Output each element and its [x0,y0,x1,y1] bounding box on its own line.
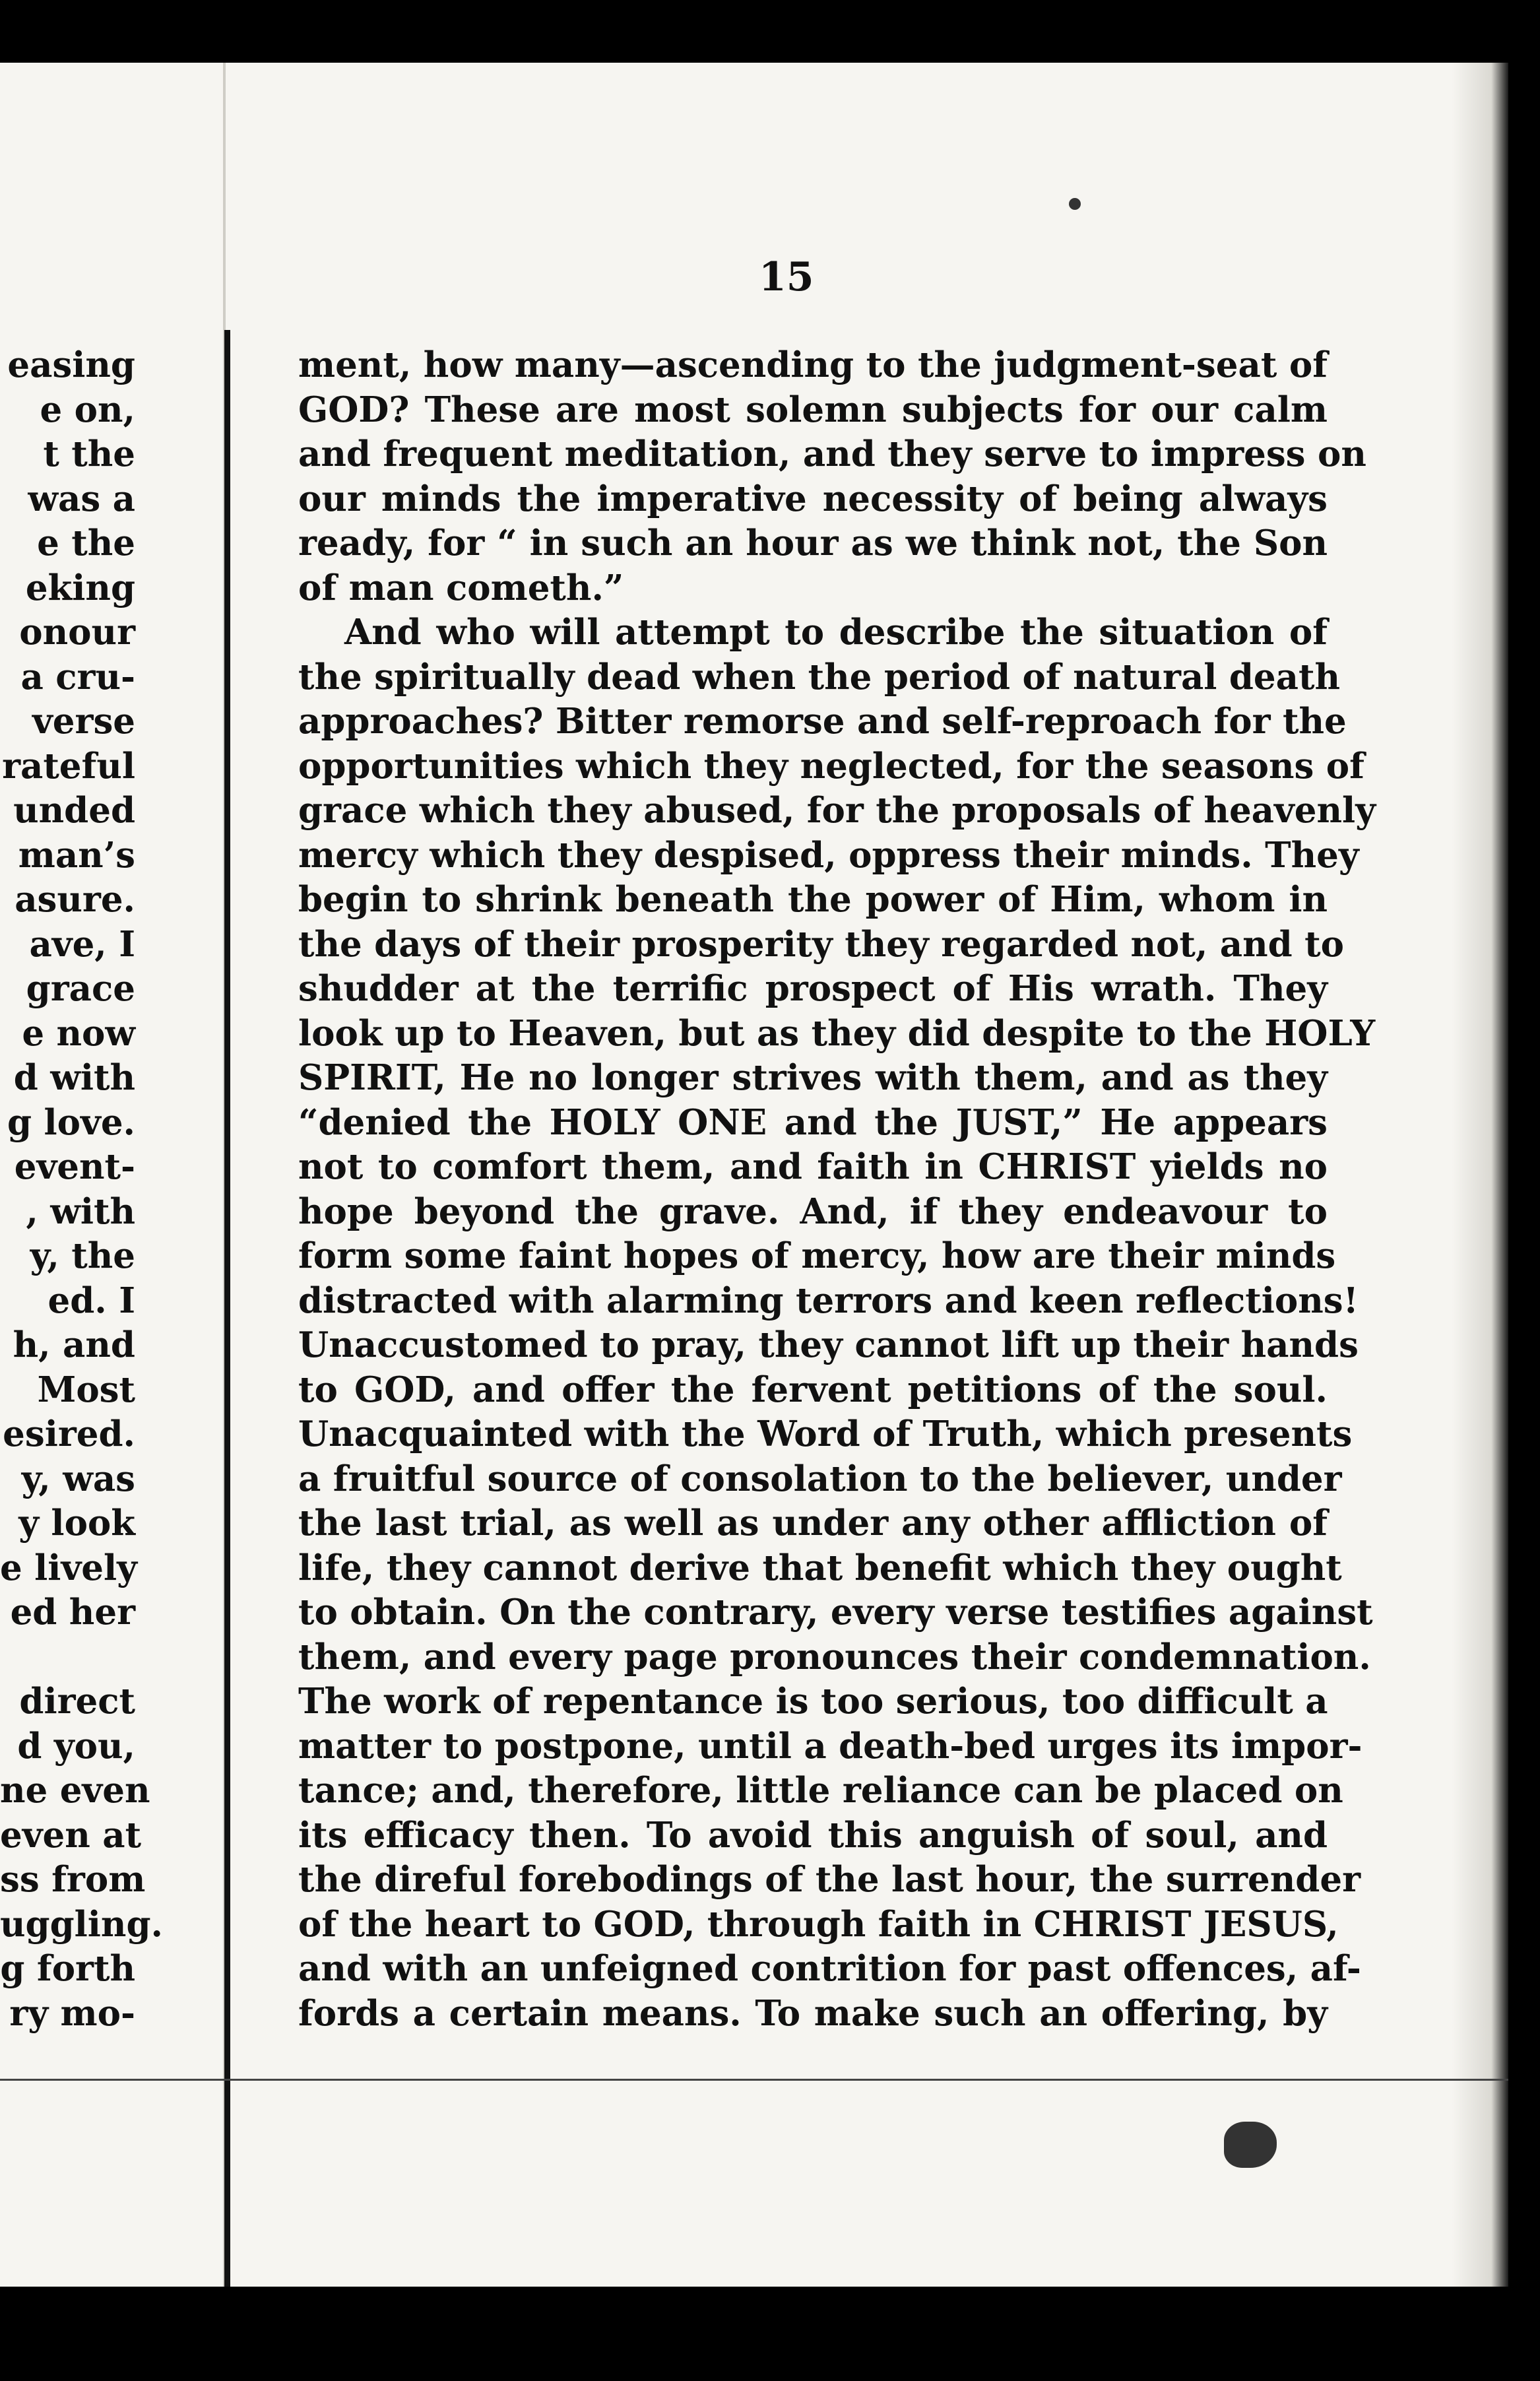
left-fragment-line: d with [13,1057,135,1098]
left-fragment-line: onour [19,612,135,653]
left-fragment-line: h, and [13,1324,135,1365]
body-text-line: And who will attempt to describe the situation of [344,612,1328,653]
left-fragment-line: direct [19,1681,135,1722]
body-text-line: ment, how many—ascending to the judgment-seat of [298,344,1328,385]
body-text-line: form some faint hopes of mercy, how are their minds [298,1235,1336,1276]
left-fragment-line: was a [28,478,135,519]
left-fragment-line: y look [18,1503,135,1544]
left-fragment-line: e the [37,523,135,564]
left-fragment-line: y, the [30,1235,135,1276]
left-fragment-line: g forth [0,1948,135,1989]
page-number: 15 [759,254,814,300]
gutter-mark-lower [224,1571,230,2287]
body-text-line: to GOD, and offer the fervent petitions of the soul. [298,1369,1328,1410]
body-text-line: a fruitful source of consolation to the believer, under [298,1458,1342,1499]
body-text-line: and frequent meditation, and they serve to impress on [298,434,1366,474]
body-text-line: shudder at the terrific prospect of His wrath. They [298,968,1328,1009]
left-fragment-line: eking [25,567,135,608]
body-text-line: life, they cannot derive that benefit which they ought [298,1547,1342,1588]
body-text-line: the days of their prosperity they regarded not, and to [298,923,1344,965]
left-fragment-line: easing [7,344,135,385]
left-fragment-line: ry mo- [9,1992,135,2034]
left-page-text-fragments [0,343,163,2036]
left-fragment-line: esired. [3,1414,135,1454]
left-fragment-line: rateful [2,745,135,787]
body-text-line: our minds the imperative necessity of being always [298,478,1328,519]
left-fragment-line: even at [0,1814,142,1856]
left-fragment-line: unded [13,790,135,831]
ink-blot [1224,2122,1277,2168]
body-text-line: “denied the HOLY ONE and the JUST,” He appears [298,1101,1328,1143]
left-fragment-line: man’s [18,834,135,876]
ink-spot [1069,198,1081,210]
left-fragment-line: uggling. [0,1903,163,1945]
body-text-line: tance; and, therefore, little reliance can be placed on [298,1770,1343,1811]
body-text-line: not to comfort them, and faith in CHRIST yields no [298,1146,1328,1187]
left-fragment-line: y, was [21,1458,135,1499]
left-fragment-line: e now [22,1012,135,1054]
body-text-line: Unaccustomed to pray, they cannot lift up their hands [298,1324,1359,1365]
left-fragment-line: ed. I [48,1280,135,1321]
body-text-line: the last trial, as well as under any other affliction of [298,1503,1328,1544]
bottom-rule [0,2079,1508,2081]
left-fragment-line: a cru- [20,656,135,698]
body-text-line: The work of repentance is too serious, too difficult a [298,1681,1328,1722]
body-text-line: to obtain. On the contrary, every verse testifies against [298,1592,1373,1633]
left-fragment-line: verse [32,701,135,742]
left-fragment-line: ss from [0,1859,146,1900]
left-fragment-line: asure. [15,879,135,920]
left-fragment-line: e lively [0,1547,137,1588]
body-text-line: its efficacy then. To avoid this anguish of soul, and [298,1814,1328,1856]
body-text-line: and with an unfeigned contrition for past offences, af- [298,1948,1361,1989]
left-fragment-line: g love. [7,1101,135,1143]
body-text-line: Unacquainted with the Word of Truth, which presents [298,1414,1353,1454]
body-text-line: mercy which they despised, oppress their minds. They [298,834,1359,876]
left-fragment-line: d you, [17,1725,135,1767]
left-fragment-line: ed her [10,1592,135,1633]
left-fragment-line: , with [26,1190,135,1232]
body-text-line: matter to postpone, until a death-bed urges its impor- [298,1725,1363,1767]
gutter-mark-upper [224,330,230,1755]
body-text [298,343,1376,2036]
body-text-line: of the heart to GOD, through faith in CHRIST JESUS, [298,1903,1339,1945]
body-text-line: approaches? Bitter remorse and self-reproach for the [298,701,1347,742]
body-text-line: them, and every page pronounces their condemnation. [298,1636,1371,1678]
body-text-line: distracted with alarming terrors and keen reflections! [298,1280,1359,1321]
left-fragment-line: grace [26,968,135,1009]
left-fragment-line: ne even [0,1770,150,1811]
body-text-line: ready, for “ in such an hour as we think not, the Son [298,523,1328,564]
body-text-line: begin to shrink beneath the power of Him, whom in [298,879,1328,920]
left-fragment-line: event- [14,1146,135,1187]
scan-bottom-border [0,2287,1540,2381]
body-text-line: opportunities which they neglected, for the seasons of [298,745,1364,787]
body-text-line: the spiritually dead when the period of natural death [298,656,1341,698]
body-text-line: fords a certain means. To make such an offering, by [298,1992,1328,2034]
body-text-line: the direful forebodings of the last hour, the surrender [298,1859,1361,1900]
body-text-line: grace which they abused, for the proposals of heavenly [298,790,1376,831]
left-fragment-line: Most [37,1369,135,1410]
page-edge-shadow [1452,63,1508,2287]
body-text-line: SPIRIT, He no longer strives with them, and as they [298,1057,1328,1098]
body-text-line: look up to Heaven, but as they did despite to the HOLY [298,1012,1376,1054]
body-text-line: GOD? These are most solemn subjects for our calm [298,389,1328,430]
left-fragment-line: e on, [40,389,135,430]
left-fragment-line: t the [43,434,135,474]
left-fragment-line: ave, I [29,923,135,965]
body-text-line: hope beyond the grave. And, if they endeavour to [298,1190,1328,1232]
body-text-line: of man cometh.” [298,567,624,608]
left-fragment-line [0,1635,135,1680]
